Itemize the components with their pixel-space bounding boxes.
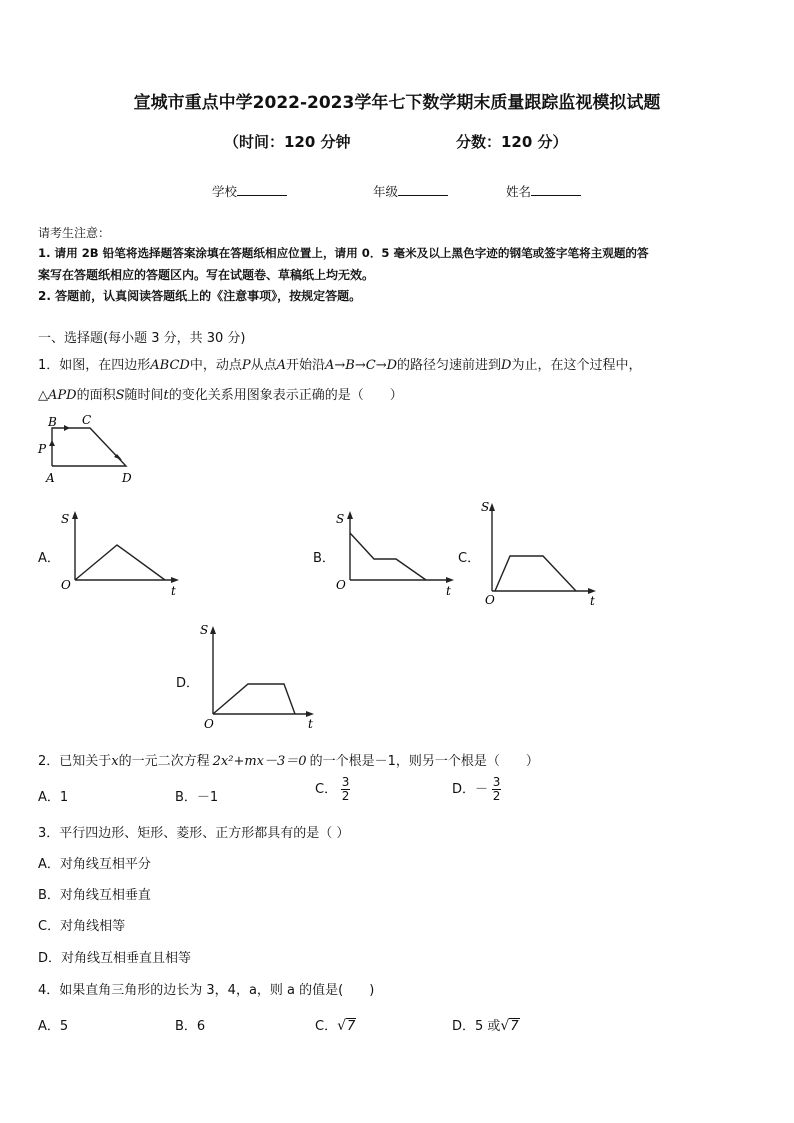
q3-option-a: A．对角线互相平分 bbox=[38, 857, 151, 872]
q2-option-c-label: C． bbox=[315, 782, 338, 797]
q4-option-c-label: C． bbox=[315, 1019, 338, 1034]
exam-time: （时间：120 分钟 bbox=[224, 133, 351, 151]
label-b: B bbox=[48, 415, 57, 429]
quad-shape bbox=[52, 428, 126, 466]
q2-option-d-fraction bbox=[492, 776, 501, 803]
label-c: C bbox=[82, 413, 92, 427]
q2-text-1: 2．已知关于 bbox=[38, 754, 112, 769]
arrow-ap bbox=[49, 440, 55, 446]
q4-option-c bbox=[315, 1015, 356, 1034]
y-arrow bbox=[72, 511, 78, 519]
q3-stem: 3．平行四边形、矩形、菱形、正方形都具有的是（ ） bbox=[38, 826, 350, 841]
exam-score: 分数：120 分） bbox=[456, 133, 568, 151]
y-arrow bbox=[489, 503, 495, 511]
q4-option-a: A．5 bbox=[38, 1019, 69, 1034]
q2-option-d bbox=[452, 776, 501, 803]
q2-stem bbox=[38, 750, 539, 769]
axis-s: S bbox=[61, 512, 70, 526]
q3-option-b: B．对角线互相垂直 bbox=[38, 888, 151, 903]
q1-point-p: P bbox=[241, 358, 251, 373]
axis-t: t bbox=[308, 717, 313, 730]
page-title: 宣城市重点中学2022-2023学年七下数学期末质量跟踪监视模拟试题 bbox=[133, 93, 661, 113]
q1-graph-a bbox=[55, 505, 185, 600]
axis-s: S bbox=[336, 512, 345, 526]
axis-o: O bbox=[336, 578, 346, 592]
sqrt-sign: √ bbox=[337, 1018, 346, 1034]
axis-o: O bbox=[61, 578, 71, 592]
x-arrow bbox=[446, 577, 454, 583]
y-arrow bbox=[210, 626, 216, 634]
axis-s: S bbox=[200, 623, 209, 637]
notice-item2: 2. 答题前，认真阅读答题纸上的《注意事项》，按规定答题。 bbox=[38, 289, 362, 303]
grade-label: 年级 bbox=[373, 184, 399, 199]
q1-text-7: 的面积 bbox=[76, 388, 116, 403]
q2-option-a: A．1 bbox=[38, 790, 69, 805]
q1-var-s: S bbox=[115, 388, 125, 403]
axis-t: t bbox=[446, 584, 451, 598]
q1-graph-d bbox=[196, 618, 326, 730]
section-heading: 一、选择题(每小题 3 分，共 30 分) bbox=[38, 331, 246, 346]
axis-t: t bbox=[171, 584, 176, 598]
label-a: A bbox=[46, 471, 55, 485]
q2-option-d-label: D．－ bbox=[452, 782, 489, 797]
grade-field bbox=[373, 182, 448, 200]
graph-line bbox=[75, 545, 165, 580]
name-blank bbox=[531, 183, 581, 196]
q1-stem-line1 bbox=[38, 354, 642, 373]
sqrt-radicand: 7 bbox=[347, 1019, 356, 1034]
q1-graph-b bbox=[330, 505, 460, 600]
q1-text-9: 的变化关系用图象表示正确的是（ ） bbox=[168, 388, 403, 403]
q1-path: A→B→C→D bbox=[325, 358, 398, 373]
q1-option-b-label: B． bbox=[313, 551, 335, 566]
sqrt-radicand: 7 bbox=[510, 1019, 519, 1034]
q1-option-c-label: C． bbox=[458, 551, 481, 566]
q3-option-d: D．对角线互相垂直且相等 bbox=[38, 951, 192, 966]
q2-text-2: 的一元二次方程 bbox=[118, 754, 210, 769]
q1-option-d-label: D． bbox=[176, 676, 200, 691]
q2-option-b: B．－1 bbox=[175, 790, 219, 805]
q1-quadrilateral-figure bbox=[30, 410, 150, 490]
arrow-bc bbox=[64, 425, 70, 431]
q1-text-8: 随时间 bbox=[124, 388, 164, 403]
q4-option-b: B．6 bbox=[175, 1019, 206, 1034]
q2-option-c-fraction bbox=[341, 776, 350, 803]
label-p: P bbox=[38, 442, 47, 456]
q1-text-6: 为止，在这个过程中， bbox=[511, 358, 642, 373]
grade-blank bbox=[398, 183, 448, 196]
name-field bbox=[506, 182, 581, 200]
axis-o: O bbox=[485, 593, 495, 607]
school-blank bbox=[237, 183, 287, 196]
q1-var-t: t bbox=[163, 388, 169, 403]
notice-item1-line2: 案写在答题纸相应的答题区内。写在试题卷、草稿纸上均无效。 bbox=[38, 268, 375, 282]
q1-text-1: 1．如图，在四边形 bbox=[38, 358, 151, 373]
axis-o: O bbox=[204, 717, 214, 730]
notice-heading: 请考生注意： bbox=[38, 226, 111, 240]
q2-text-3: 的一个根是－1，则另一个根是（ ） bbox=[309, 754, 539, 769]
q4-option-d-label: D．5 或 bbox=[452, 1019, 501, 1034]
q1-option-a-label: A． bbox=[38, 551, 60, 566]
q2-equation: 2x²+mx－3＝0 bbox=[212, 754, 307, 769]
q3-option-c: C．对角线相等 bbox=[38, 919, 126, 934]
school-field bbox=[212, 182, 287, 200]
fraction-numerator: 3 bbox=[341, 775, 350, 789]
label-d: D bbox=[122, 471, 132, 485]
q1-point-d: D bbox=[501, 358, 512, 373]
q1-text-5: 的路径匀速前进到 bbox=[397, 358, 502, 373]
q1-text-4: 开始沿 bbox=[286, 358, 326, 373]
q4-option-d bbox=[452, 1015, 520, 1034]
q1-text-2: 中，动点 bbox=[189, 358, 242, 373]
q2-option-c bbox=[315, 776, 350, 803]
graph-line bbox=[350, 533, 426, 580]
q2-var-x: x bbox=[111, 754, 119, 769]
graph-line bbox=[213, 684, 295, 714]
q1-quad-name: ABCD bbox=[150, 358, 190, 373]
x-arrow bbox=[171, 577, 179, 583]
axis-t: t bbox=[590, 594, 595, 607]
fraction-denominator: 2 bbox=[492, 789, 501, 803]
graph-line bbox=[495, 556, 576, 591]
q4-stem: 4．如果直角三角形的边长为 3，4，a，则 a 的值是( ) bbox=[38, 983, 375, 998]
fraction-denominator: 2 bbox=[341, 789, 350, 803]
q1-graph-c bbox=[475, 495, 605, 607]
school-label: 学校 bbox=[212, 184, 238, 199]
q1-triangle: △APD bbox=[38, 388, 77, 403]
sqrt-sign: √ bbox=[500, 1018, 510, 1034]
q1-stem-line2 bbox=[38, 384, 403, 403]
q1-point-a: A bbox=[276, 358, 287, 373]
fraction-numerator: 3 bbox=[492, 775, 501, 789]
y-arrow bbox=[347, 511, 353, 519]
axis-s: S bbox=[481, 500, 490, 514]
name-label: 姓名 bbox=[506, 184, 532, 199]
notice-item1-line1: 1. 请用 2B 铅笔将选择题答案涂填在答题纸相应位置上，请用 0．5 毫米及以上黑色字迹的钢笔或签字笔将主观题的答 bbox=[38, 246, 649, 260]
q1-text-3: 从点 bbox=[250, 358, 277, 373]
